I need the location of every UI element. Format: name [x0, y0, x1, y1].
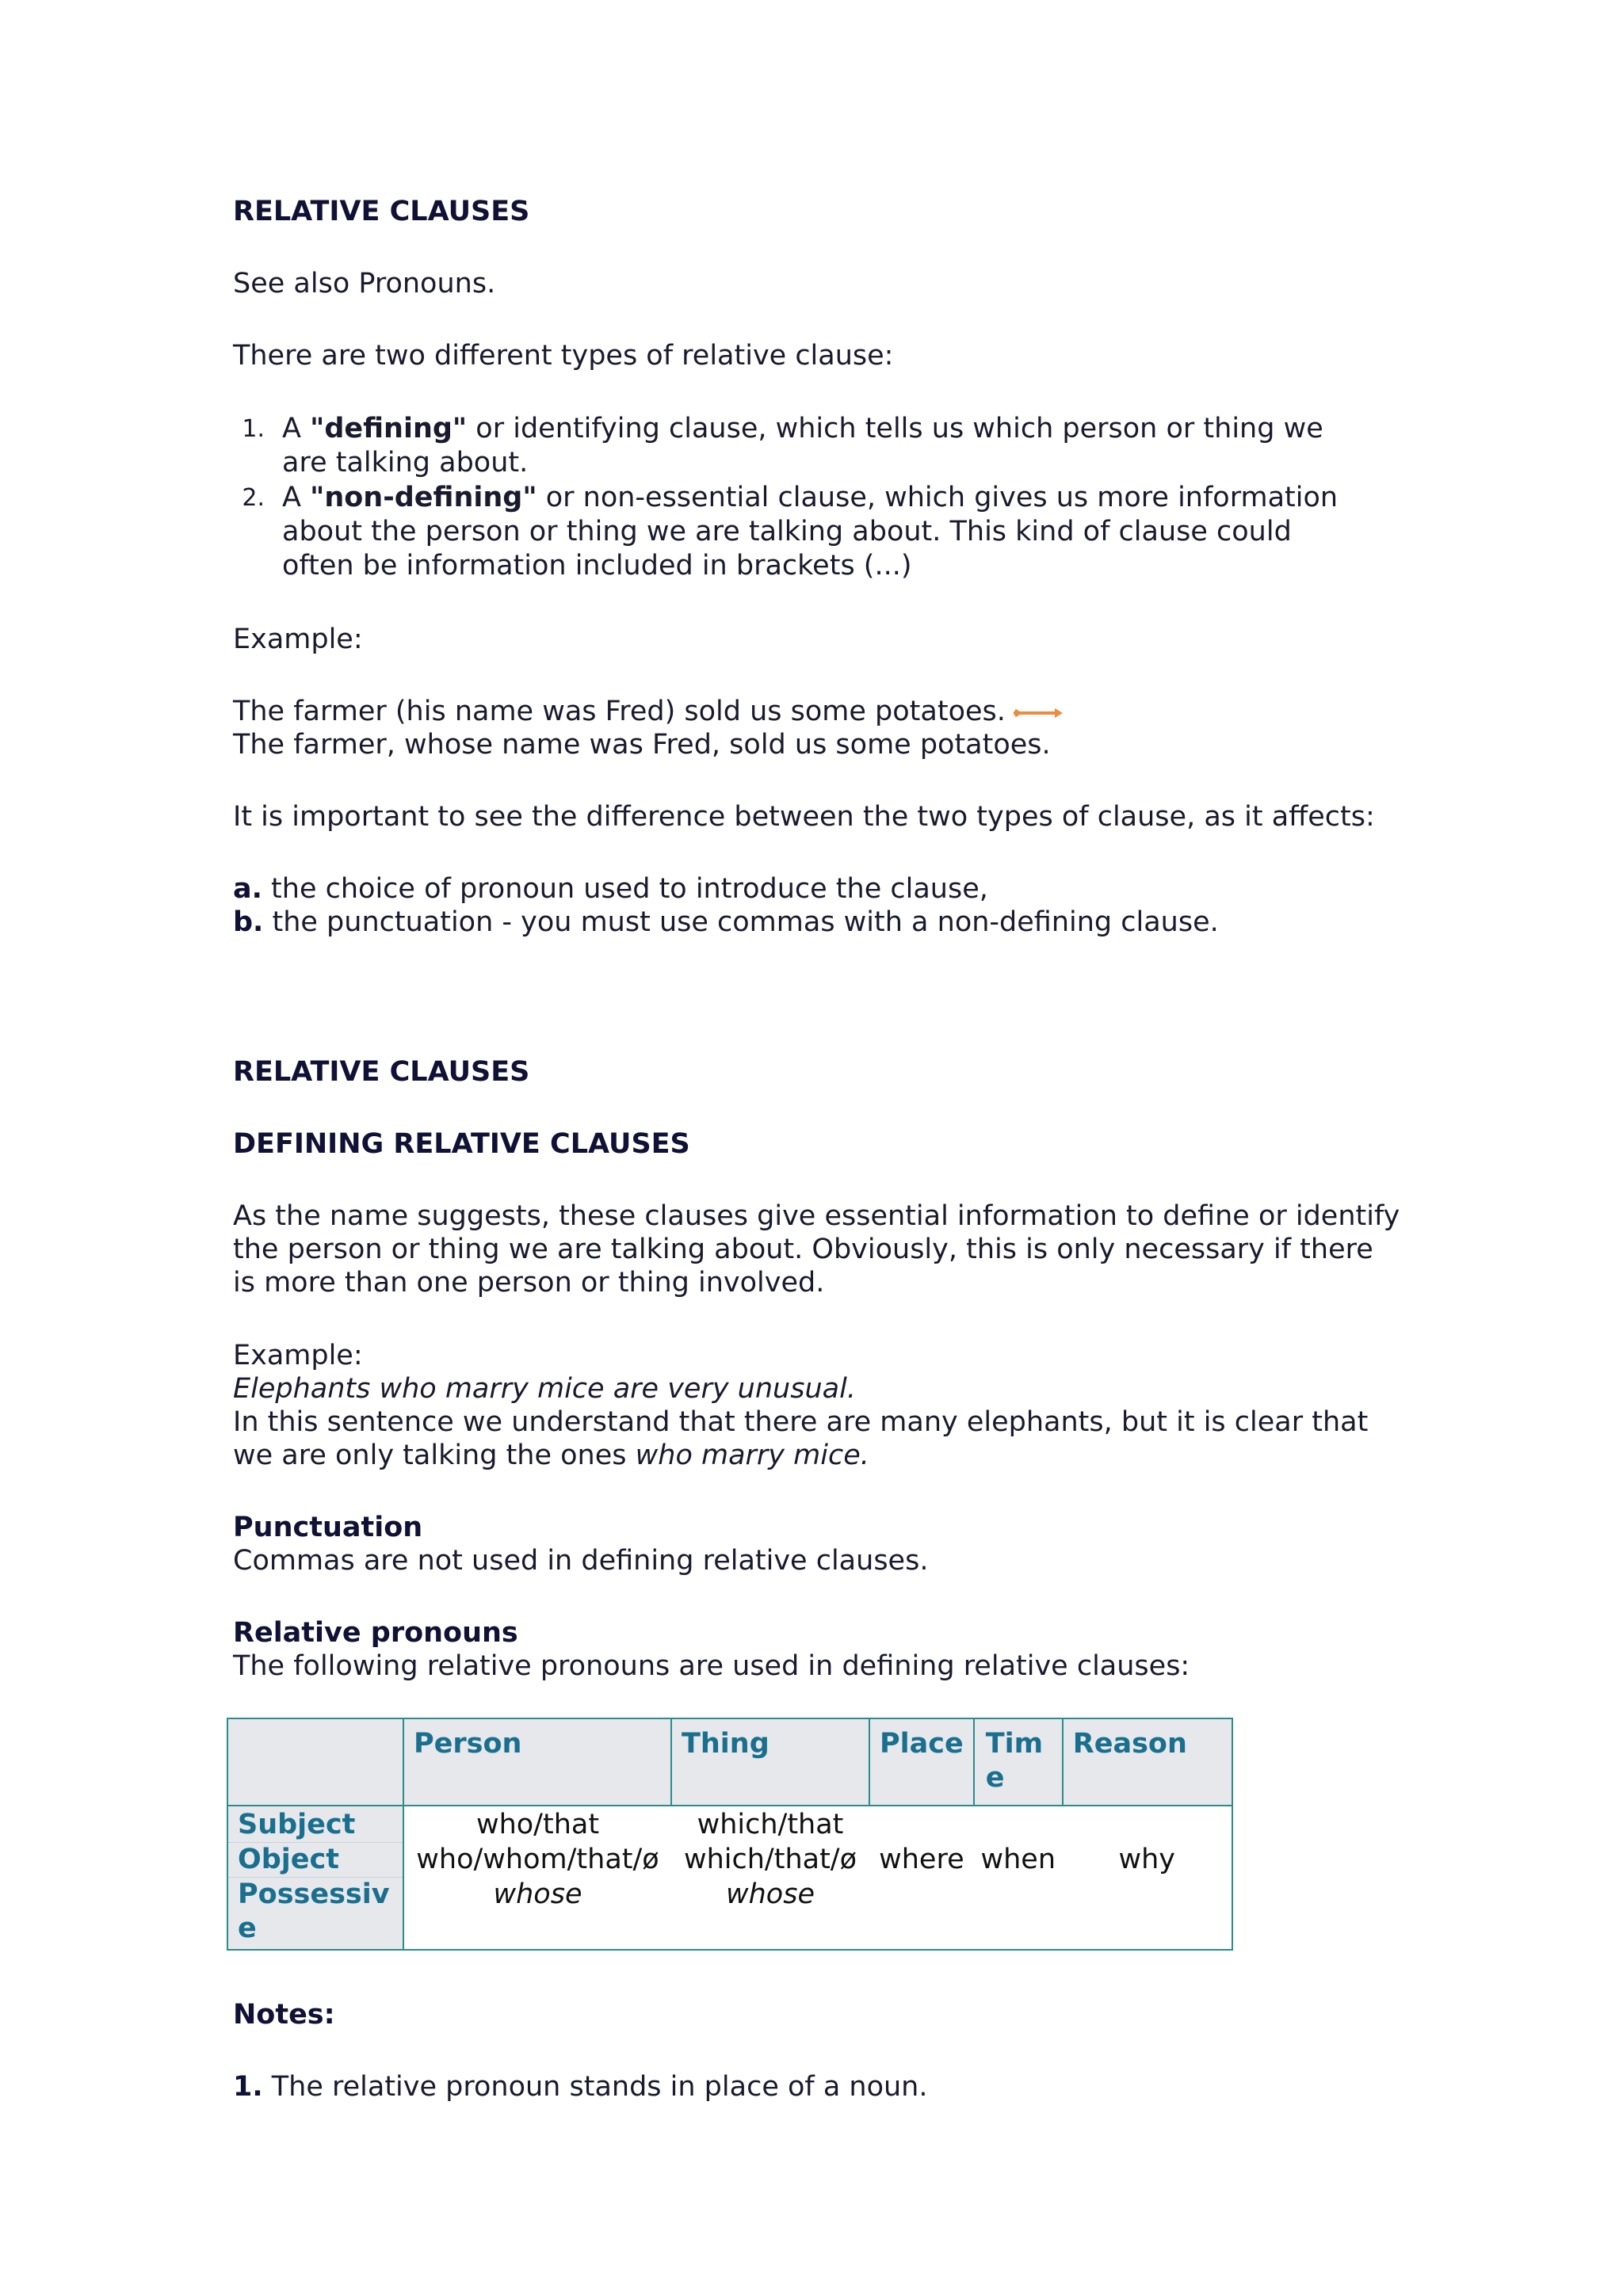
table-header-row	[227, 1718, 1232, 1806]
list-text: are talking about.	[282, 447, 529, 479]
note-item	[233, 2070, 1406, 2104]
example-explanation	[233, 1439, 1406, 1473]
paragraph-line: the person or thing we are talking about. Obviously, this is only necessary if there	[233, 1234, 1373, 1265]
table-header-thing: Thing	[671, 1718, 869, 1806]
table-header-reason: Reason	[1063, 1718, 1232, 1806]
table-header-place: Place	[869, 1718, 974, 1806]
table-cell: who/whom/that/ø	[416, 1843, 659, 1875]
pronouns-text: The following relative pronouns are used in defining relative clauses:	[233, 1650, 1190, 1682]
list-number: 2.	[242, 484, 265, 512]
pronouns-heading	[233, 1616, 1406, 1650]
point-a	[233, 872, 1406, 906]
list-item	[242, 481, 1392, 583]
row-header-subject: Subject	[227, 1806, 403, 1843]
note-number: 1.	[233, 2071, 263, 2103]
table-cell: which/that/ø	[683, 1843, 857, 1875]
table-row	[227, 1843, 1232, 1878]
point-b-text: the punctuation - you must use commas with a non-defining clause.	[263, 906, 1219, 938]
point-a-text: the choice of pronoun used to introduce the clause,	[262, 873, 988, 905]
arrow-right-icon	[1012, 696, 1063, 730]
explanation-italic: who marry mice.	[635, 1440, 869, 1471]
list-text: or non-essential clause, which gives us more information	[537, 482, 1338, 513]
table-cell	[869, 1806, 974, 1843]
example-label: Example:	[233, 1340, 363, 1371]
pronouns-heading-text: Relative pronouns	[233, 1617, 518, 1649]
example-line	[233, 695, 1406, 730]
punctuation-text: Commas are not used in defining relative clauses.	[233, 1545, 929, 1577]
table-cell	[974, 1806, 1063, 1843]
list-prefix: A	[282, 413, 311, 444]
table-header-time: Tim e	[974, 1718, 1063, 1806]
table-cell: why	[1118, 1843, 1176, 1875]
table-cell: when	[980, 1843, 1056, 1875]
notes-heading-text: Notes:	[233, 1999, 335, 2031]
table-header-empty	[227, 1718, 403, 1806]
intro-text: There are two different types of relative clause:	[233, 340, 894, 372]
table-header-person: Person	[403, 1718, 671, 1806]
list-text: or identifying clause, which tells us which person or thing we	[467, 413, 1323, 444]
punctuation-heading-text: Punctuation	[233, 1512, 423, 1543]
term-non-defining: "non-defining"	[310, 482, 537, 513]
row-header-object: Object	[227, 1843, 403, 1878]
table-row	[227, 1806, 1232, 1843]
table-cell: where	[879, 1843, 964, 1875]
paragraph-line: As the name suggests, these clauses give essential information to define or identify	[233, 1200, 1400, 1232]
example-explanation: In this sentence we understand that there are many elephants, but it is clear that	[233, 1406, 1369, 1438]
table-cell: which/that	[697, 1809, 844, 1840]
table-row	[227, 1878, 1232, 1951]
example-label: Example:	[233, 624, 363, 655]
section-title: RELATIVE CLAUSES	[233, 196, 530, 227]
term-defining: "defining"	[310, 413, 468, 444]
example-text: The farmer, whose name was Fred, sold us some potatoes.	[233, 729, 1051, 761]
example-sentence: Elephants who marry mice are very unusual.	[233, 1373, 856, 1405]
table-cell	[974, 1878, 1063, 1951]
list-number: 1.	[242, 415, 265, 443]
note-text: The relative pronoun stands in place of a noun.	[262, 2071, 928, 2103]
section-title: RELATIVE CLAUSES	[233, 1056, 530, 1088]
section-subtitle: DEFINING RELATIVE CLAUSES	[233, 1128, 690, 1160]
explanation-text: we are only talking the ones	[233, 1440, 636, 1471]
important-text: It is important to see the difference between the two types of clause, as it affects:	[233, 801, 1375, 833]
table-cell	[1063, 1878, 1232, 1951]
relative-pronouns-table	[227, 1718, 1233, 1951]
point-b	[233, 906, 1406, 940]
punctuation-heading	[233, 1511, 1406, 1545]
notes-heading	[233, 1998, 1406, 2032]
table-cell	[1063, 1806, 1232, 1843]
point-a-label: a.	[233, 873, 262, 905]
table-cell: who/that	[475, 1809, 600, 1840]
paragraph-line: is more than one person or thing involved.	[233, 1267, 825, 1299]
table-cell: whose	[726, 1878, 815, 1910]
list-prefix: A	[282, 482, 311, 513]
row-header-possessive: Possessiv e	[227, 1878, 403, 1951]
table-cell: whose	[493, 1878, 582, 1910]
point-b-label: b.	[233, 906, 264, 938]
see-also-text: See also Pronouns.	[233, 268, 496, 299]
list-item	[242, 412, 1392, 480]
list-text: about the person or thing we are talking about. This kind of clause could	[282, 516, 1292, 547]
table-cell	[869, 1878, 974, 1951]
list-text: often be information included in brackets (...)	[282, 550, 912, 582]
example-text: The farmer (his name was Fred) sold us some potatoes.	[233, 696, 1006, 727]
